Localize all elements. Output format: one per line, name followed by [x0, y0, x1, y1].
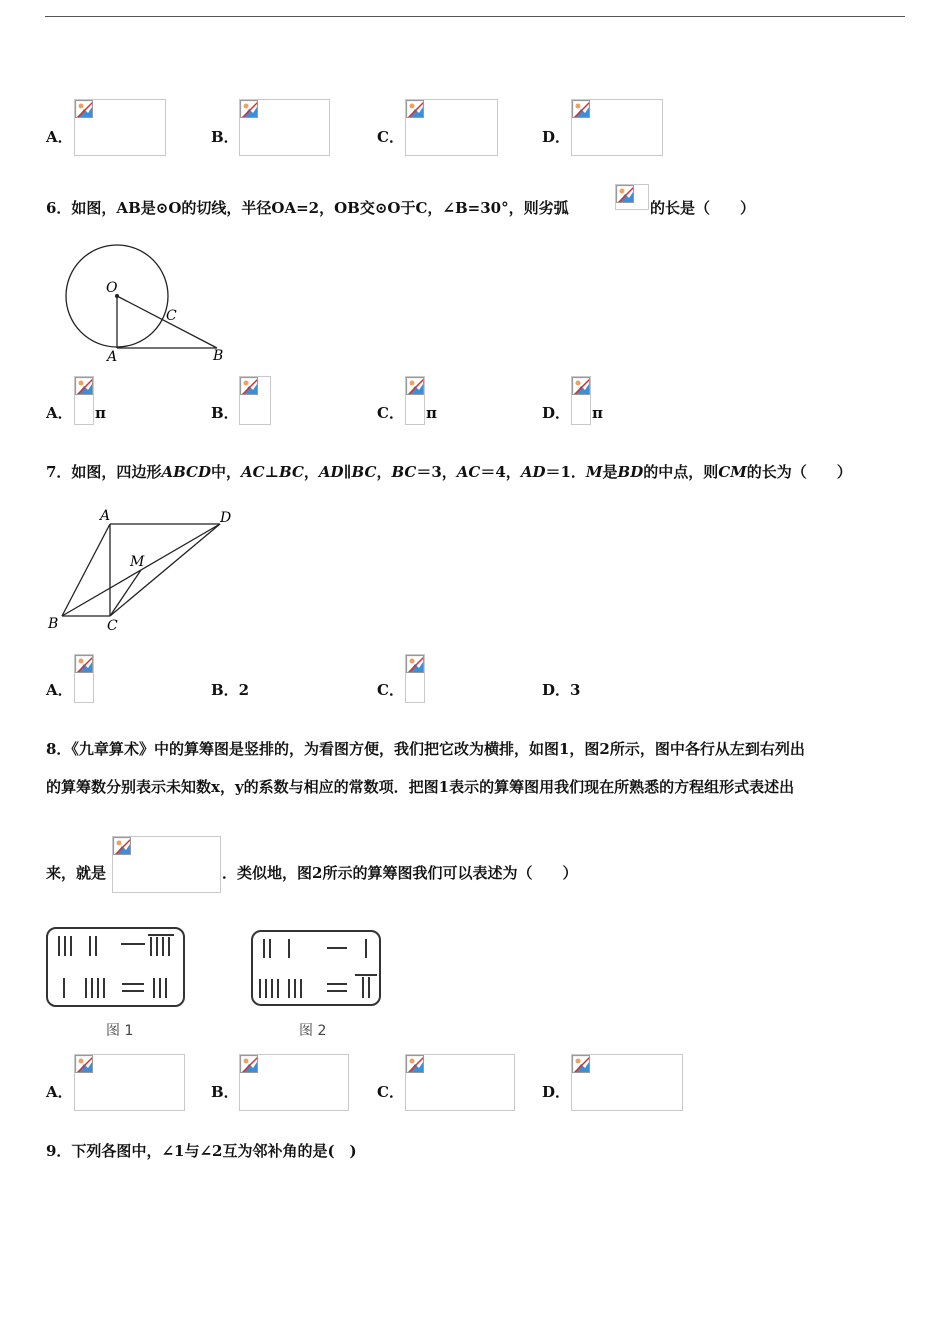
q6-stem-part1: 6．如图，AB是⊙O的切线，半径OA=2，OB交⊙O于C，∠B=30°，则劣弧 [46, 199, 569, 217]
q8-line3-part2: ．类似地，图2所示的算筹图我们可以表述为（ ） [222, 864, 578, 882]
broken-image-icon [240, 377, 258, 395]
broken-image-icon [572, 100, 590, 118]
q7-figure [44, 504, 240, 636]
q8-option-d-label: D． [542, 1083, 571, 1101]
q8-option-b-image [239, 1054, 349, 1111]
label-b: B [213, 348, 224, 364]
q7-option-c-image [405, 654, 425, 703]
q6-option-a-label: A． [46, 404, 73, 422]
counting-rods-figure-2 [249, 928, 385, 1008]
label-o: O [106, 280, 118, 296]
q6-figure [62, 240, 230, 366]
label-a: A [100, 508, 111, 524]
q6-option-c-pi: π [426, 404, 437, 422]
q5-option-a-label: A． [46, 128, 73, 146]
label-a: A [107, 349, 118, 365]
broken-image-icon [572, 1055, 590, 1073]
q6-arc-image [615, 184, 649, 210]
q8-figure-2 [249, 928, 385, 1040]
counting-rods-figure-1 [44, 924, 190, 1014]
label-c: C [166, 308, 177, 324]
broken-image-icon [75, 377, 93, 395]
q6-stem-part2: 的长是（ ） [650, 199, 756, 217]
label-b: B [48, 616, 59, 632]
q8-line3-part1: 来，就是 [46, 864, 107, 882]
broken-image-icon [113, 837, 131, 855]
label-d: D [220, 510, 232, 526]
q8-fig2-caption: 图 2 [299, 1023, 327, 1039]
label-m: M [130, 554, 145, 570]
q8-fig1-caption: 图 1 [106, 1023, 134, 1039]
q5-option-b-label: B． [211, 128, 239, 146]
q6-option-d-image [571, 376, 591, 425]
q5-option-d-label: D． [542, 128, 571, 146]
broken-image-icon [75, 655, 93, 673]
q8-option-d-image [571, 1054, 683, 1111]
q7-option-b: B．2 [211, 681, 250, 699]
broken-image-icon [406, 1055, 424, 1073]
q8-option-a-image [74, 1054, 185, 1111]
q6-option-d-pi: π [592, 404, 603, 422]
q6-option-a-image [74, 376, 94, 425]
q7-stem: 7．如图，四边形ABCD中，AC⊥BC，AD∥BC，BC＝3，AC＝4，AD＝1．M是BD的中点，则CM的长为（ ） [46, 463, 852, 481]
q8-equation-image [112, 836, 221, 893]
q7-option-a-label: A． [46, 681, 73, 699]
circle-tangent-diagram [62, 240, 230, 366]
q5-option-b-image [239, 99, 330, 156]
broken-image-icon [616, 185, 634, 203]
q6-option-d-label: D． [542, 404, 571, 422]
broken-image-icon [75, 1055, 93, 1073]
broken-image-icon [572, 377, 590, 395]
segment-cd [110, 524, 220, 616]
q8-line1: 8．《九章算术》中的算筹图是竖排的，为看图方便，我们把它改为横排，如图1，图2所示，图中各行从左到右列出 [46, 740, 805, 758]
q6-option-b-label: B． [211, 404, 239, 422]
q7-option-a-image [74, 654, 94, 703]
q8-option-c-label: C． [377, 1083, 404, 1101]
q8-option-a-label: A． [46, 1083, 73, 1101]
q6-option-c-image [405, 376, 425, 425]
q5-option-c-label: C． [377, 128, 404, 146]
broken-image-icon [75, 100, 93, 118]
q6-option-b-image [239, 376, 271, 425]
q6-option-a-pi: π [95, 404, 106, 422]
label-c: C [107, 618, 118, 634]
top-rule [45, 16, 905, 17]
q5-option-d-image [571, 99, 663, 156]
broken-image-icon [240, 1055, 258, 1073]
broken-image-icon [406, 377, 424, 395]
quadrilateral-diagram [44, 504, 240, 636]
segment-cm [110, 570, 141, 616]
broken-image-icon [240, 100, 258, 118]
q8-option-b-label: B． [211, 1083, 239, 1101]
q7-option-c-label: C． [377, 681, 404, 699]
q5-option-c-image [405, 99, 498, 156]
q9-stem: 9．下列各图中，∠1与∠2互为邻补角的是( ) [46, 1142, 357, 1160]
q8-option-c-image [405, 1054, 515, 1111]
q8-line2: 的算筹数分别表示未知数x，y的系数与相应的常数项．把图1表示的算筹图用我们现在所熟悉的方程组形式表述出 [46, 778, 795, 796]
broken-image-icon [406, 100, 424, 118]
q5-option-a-image [74, 99, 166, 156]
q8-figure-1 [44, 924, 190, 1040]
q7-option-d: D．3 [542, 681, 581, 699]
q6-option-c-label: C． [377, 404, 404, 422]
broken-image-icon [406, 655, 424, 673]
